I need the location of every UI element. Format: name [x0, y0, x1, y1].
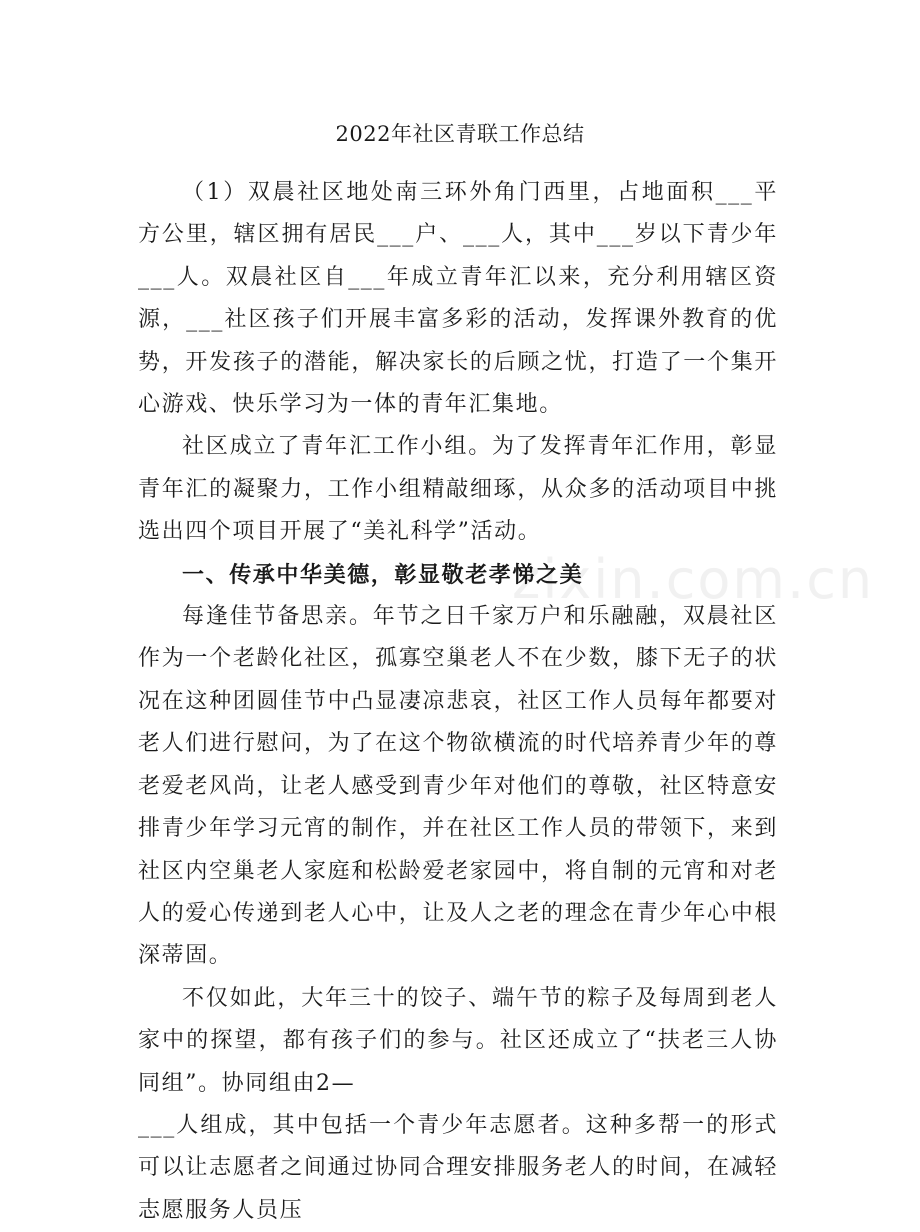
paragraph-working-group: 社区成立了青年汇工作小组。为了发挥青年汇作用，彰显青年汇的凝聚力，工作小组精敲细琢，从众多的活动项目中挑选出四个项目开展了“美礼科学”活动。: [138, 434, 778, 545]
document-body: [138, 172, 778, 1232]
paragraph-intro: （1）双晨社区地处南三环外角门西里，占地面积___平方公里，辖区拥有居民___户、___人，其中___岁以下青少年___人。双晨社区自___年成立青年汇以来，充分利用辖区资源，___社区孩子们开展丰富多彩的活动，发挥课外教育的优势，开发孩子的潜能，解决家长的后顾之忧，打造了一个集开心游戏、快乐学习为一体的青年汇集地。: [138, 180, 778, 418]
watermark: zixin.com.cn: [512, 548, 875, 611]
section-heading: 一、传承中华美德，彰显敬老孝悌之美: [182, 561, 584, 588]
paragraph-festival: 每逢佳节备思亲。年节之日千家万户和乐融融，双晨社区作为一个老龄化社区，孤寡空巢老人不在少数，膝下无子的状况在这种团圆佳节中凸显凄凉悲哀，社区工作人员每年都要对老人们进行慰问，为了在这个物欲横流的时代培养青少年的尊老爱老风尚，让老人感受到青少年对他们的尊敬，社区特意安排青少年学习元宵的制作，并在社区工作人员的带领下，来到社区内空巢老人家庭和松龄爱老家园中，将自制的元宵和对老人的爱心传递到老人心中，让及人之老的理念在青少年心中根深蒂固。: [138, 604, 778, 969]
paragraph-three-person-group: 不仅如此，大年三十的饺子、端午节的粽子及每周到老人家中的探望，都有孩子们的参与。社区还成立了“扶老三人协同组”。协同组由2—: [138, 985, 778, 1096]
document-title: 2022年社区青联工作总结: [335, 122, 585, 146]
paragraph-continued: ___人组成，其中包括一个青少年志愿者。这种多帮一的形式可以让志愿者之间通过协同合理安排服务老人的时间，在减轻志愿服务人员压: [138, 1112, 778, 1223]
